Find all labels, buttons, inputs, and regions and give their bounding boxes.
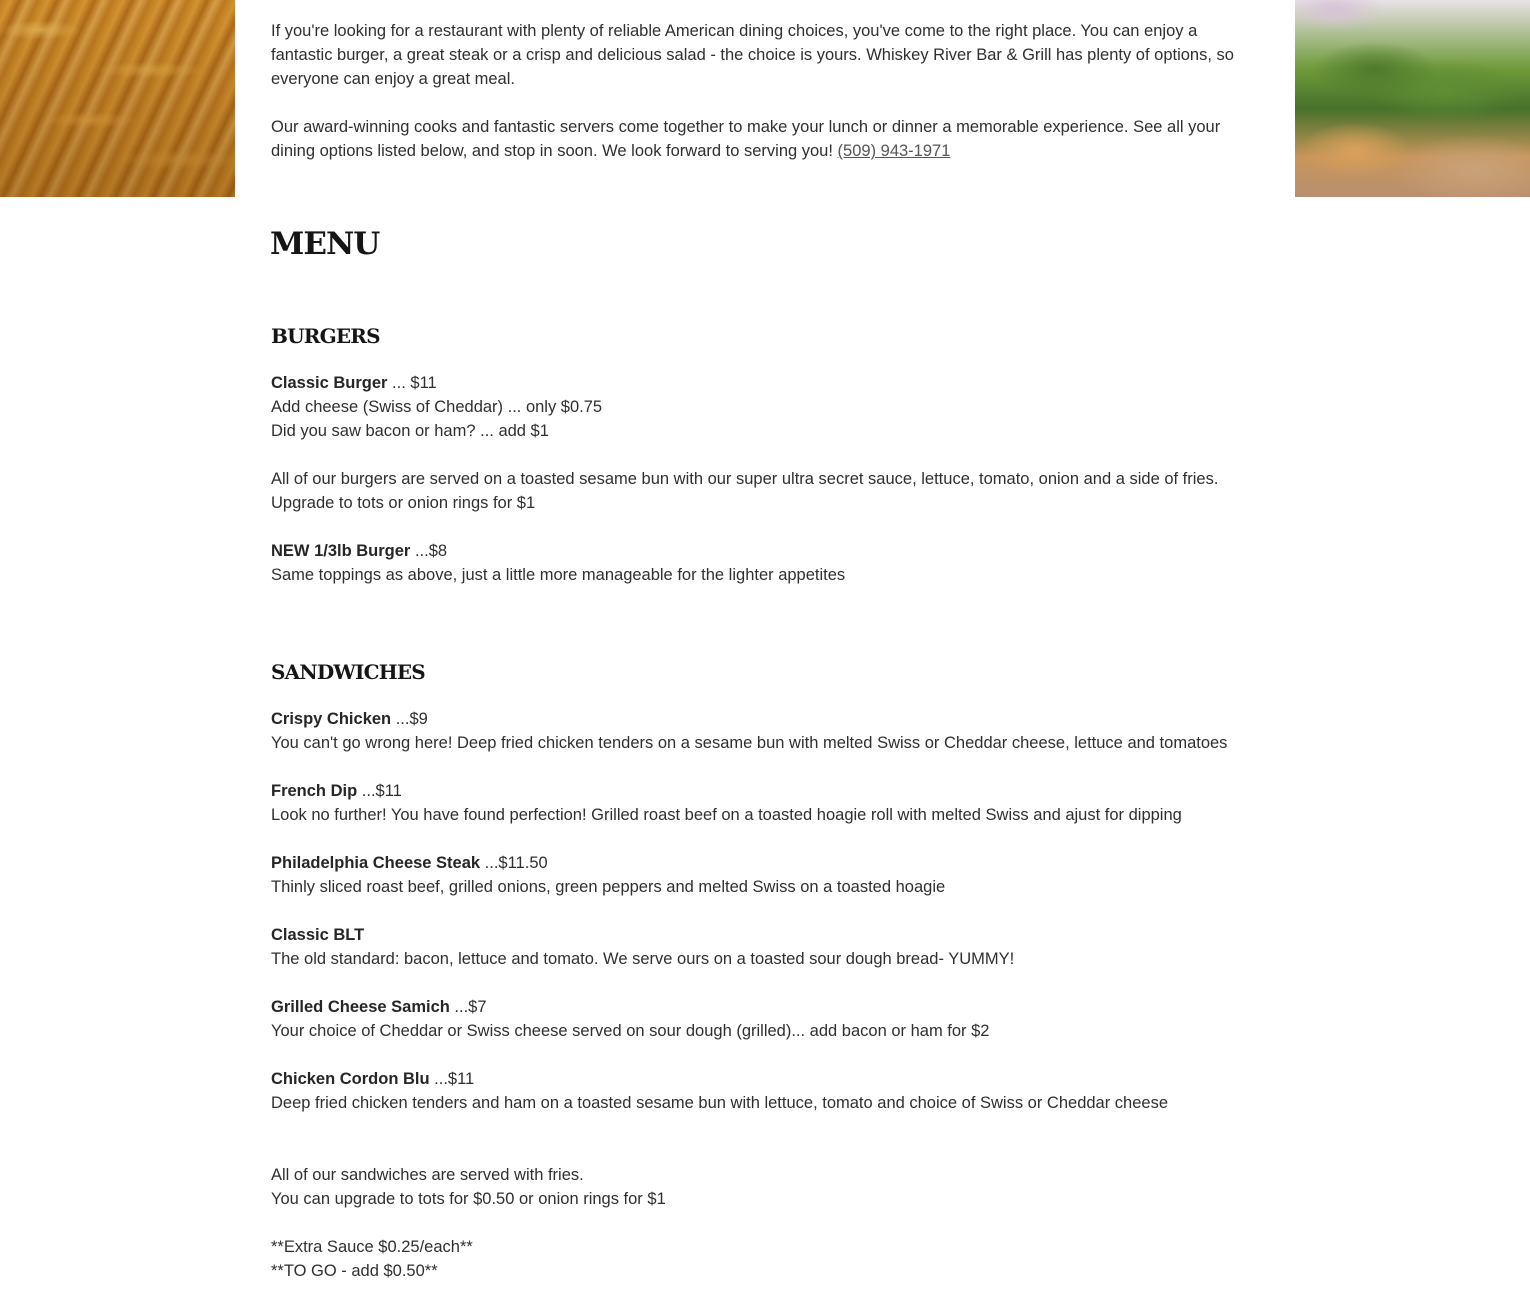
item-desc: Your choice of Cheddar or Swiss cheese served on sour dough (grilled)... add bacon or ham for $2 [271,1022,990,1040]
list-item [271,1067,1256,1091]
item-desc: You can't go wrong here! Deep fried chicken tenders on a sesame bun with melted Swiss or Cheddar cheese, lettuce and tomatoes [271,734,1228,752]
list-item [271,923,1256,947]
list-item [271,779,1256,803]
fries-photo [0,0,235,197]
item-price: ...$11.50 [480,854,548,872]
burgers-heading: BURGERS [271,324,380,348]
item-name: Chicken Cordon Blu [271,1070,430,1088]
new-burger-desc: Same toppings as above, just a little more manageable for the lighter appetites [271,566,846,584]
intro-paragraph-2 [271,115,1256,163]
item-desc: Thinly sliced roast beef, grilled onions, green peppers and melted Swiss on a toasted hoagie [271,878,946,896]
list-item [271,995,1256,1019]
item-name: Crispy Chicken [271,710,392,728]
extra-sauce-note: **Extra Sauce $0.25/each** [271,1238,473,1256]
item-price: ...$7 [449,998,487,1016]
intro-paragraph-2-text: Our award-winning cooks and fantastic servers come together to make your lunch or dinner a memorable experience. See all your dining options listed below, and stop in soon. We look forward to serving you! [271,118,1221,160]
phone-link[interactable]: (509) 943-1971 [837,142,951,160]
sandwiches-note-1: All of our sandwiches are served with fries. [271,1166,584,1184]
list-item [271,851,1256,875]
sandwiches-note-2: You can upgrade to tots for $0.50 or onion rings for $1 [271,1190,666,1208]
burgers-note-2: Upgrade to tots or onion rings for $1 [271,494,536,512]
intro-section [271,19,1256,187]
classic-burger-bacon: Did you saw bacon or ham? ... add $1 [271,422,549,440]
sandwiches-heading: SANDWICHES [271,660,425,684]
intro-paragraph-1: If you're looking for a restaurant with plenty of reliable American dining choices, you've come to the right place. You can enjoy a fantastic burger, a great steak or a crisp and delicious salad - the choice is yours. Whiskey River Bar & Grill has plenty of options, so everyone can enjoy a great meal. [271,22,1234,88]
classic-burger-name: Classic Burger [271,374,388,392]
item-desc: The old standard: bacon, lettuce and tomato. We serve ours on a toasted sour dough bread- YUMMY! [271,950,1015,968]
new-burger-price: ...$8 [410,542,448,560]
list-item [271,707,1256,731]
burger-photo [1295,0,1530,197]
classic-burger-price: ... $11 [387,374,437,392]
classic-burger-line [271,371,1256,395]
item-price: ...$9 [391,710,428,728]
item-desc: Look no further! You have found perfection! Grilled roast beef on a toasted hoagie roll with melted Swiss and ajust for dipping [271,806,1182,824]
item-name: Grilled Cheese Samich [271,998,450,1016]
item-name: Classic BLT [271,926,365,944]
menu-title: MENU [270,226,380,262]
classic-burger-cheese: Add cheese (Swiss of Cheddar) ... only $0.75 [271,398,603,416]
item-name: Philadelphia Cheese Steak [271,854,481,872]
new-burger-line [271,539,1256,563]
burgers-note-1: All of our burgers are served on a toasted sesame bun with our super ultra secret sauce, lettuce, tomato, onion and a side of fries. [271,470,1219,488]
menu-content [271,323,1256,1283]
new-burger-name: NEW 1/3lb Burger [271,542,411,560]
item-price: ...$11 [429,1070,475,1088]
item-name: French Dip [271,782,358,800]
item-desc: Deep fried chicken tenders and ham on a toasted sesame bun with lettuce, tomato and choice of Swiss or Cheddar cheese [271,1094,1169,1112]
item-price: ...$11 [357,782,402,800]
to-go-note: **TO GO - add $0.50** [271,1262,438,1280]
